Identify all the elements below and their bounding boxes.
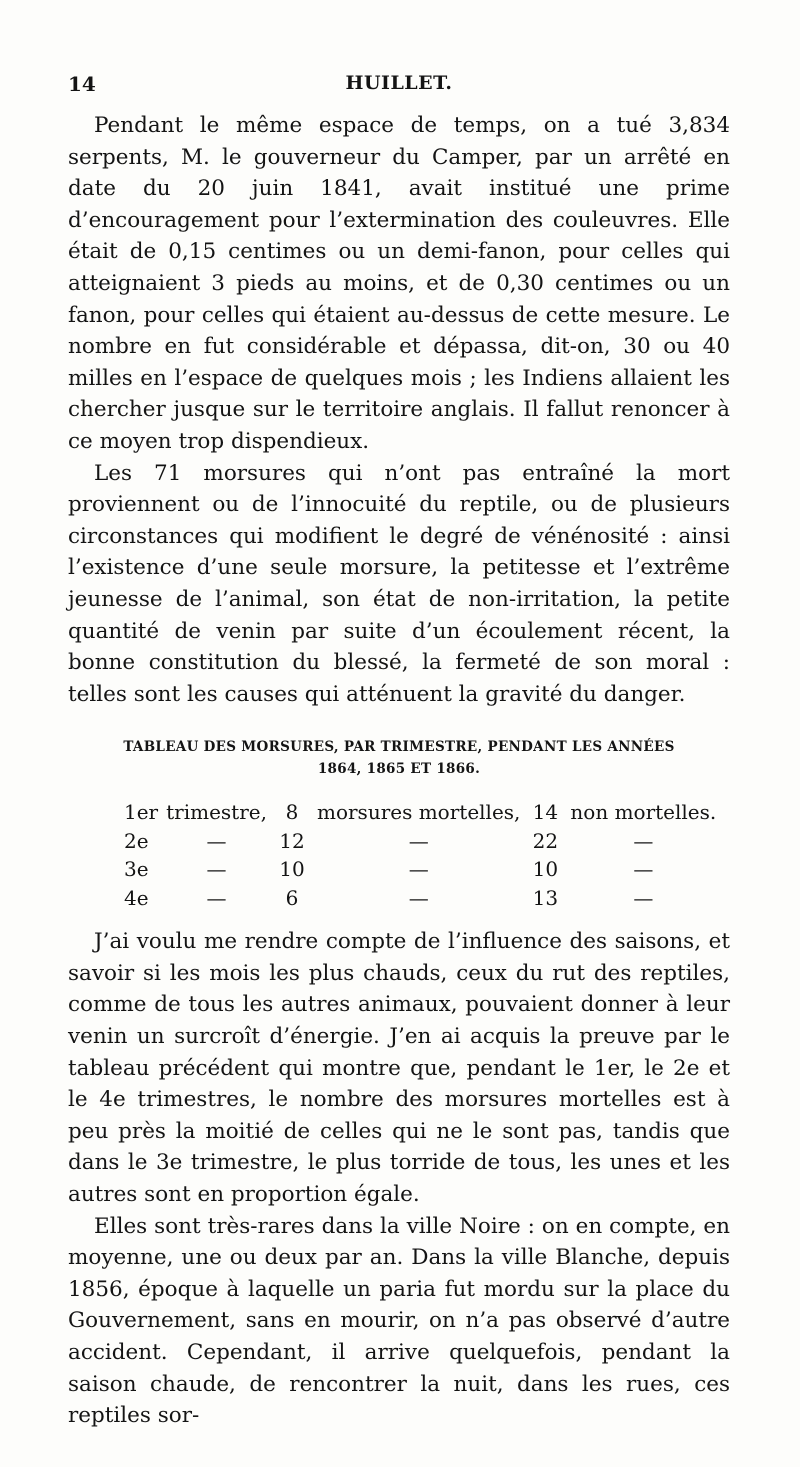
nonmortal-count: 14 — [532, 800, 559, 825]
mortal-dash: — — [408, 857, 429, 882]
nonmortal-label: — — [633, 828, 654, 853]
nonmortal-count: 22 — [532, 828, 559, 853]
quarter-label: trimestre, — [166, 800, 267, 825]
quarter-label: — — [206, 828, 227, 853]
nonmortal-count: 10 — [532, 857, 559, 882]
quarter-rank: 4e — [124, 885, 149, 910]
quarter-rank: 1er — [124, 800, 159, 825]
table-row — [120, 855, 720, 884]
mortal-dash: — — [408, 885, 429, 910]
table-caption-line-2: 1864, 1865 ET 1866. — [317, 761, 481, 778]
mortal-count: 10 — [279, 857, 305, 882]
nonmortal-label: — — [633, 857, 654, 882]
table-row — [120, 884, 720, 913]
running-head: HUILLET. — [345, 72, 453, 94]
page-header — [68, 72, 730, 98]
quarter-label: — — [206, 885, 227, 910]
bites-table — [120, 798, 720, 912]
nonmortal-label: — — [633, 885, 654, 910]
table-row — [120, 798, 720, 827]
mortal-label: morsures mortelles, — [316, 800, 521, 825]
table-caption — [68, 736, 730, 780]
mortal-count: 12 — [279, 828, 305, 853]
paragraph-serpents-prime: Pendant le même espace de temps, on a tué 3,834 serpents, M. le gouverneur du Camper, par un arrêté en date du 20 juin 1841, avait institué une prime d’encouragement pour l’extermination des couleuvres. Elle était de 0,15 centimes ou un demi-fanon, pour celles qui atteignaient 3 pieds au moins, et de 0,30 centimes ou un fanon, pour celles qui étaient au-dessus de cette mesure. Le nombre en fut considérable et dépassa, dit-on, 30 ou 40 milles en l’espace de quelques mois ; les Indiens allaient les chercher jusque sur le territoire anglais. Il fallut renoncer à ce moyen trop dispendieux. — [68, 113, 730, 454]
page-body — [68, 110, 730, 1432]
nonmortal-count: 13 — [532, 885, 559, 910]
nonmortal-label: non mortelles. — [570, 800, 717, 825]
table-caption-line-1: TABLEAU DES MORSURES, PAR TRIMESTRE, PENDANT LES ANNÉES — [123, 739, 675, 756]
paragraph-influence-saisons: J’ai voulu me rendre compte de l’influence des saisons, et savoir si les mois les plus chauds, ceux du rut des reptiles, comme de tous les autres animaux, pouvaient donner à leur venin un surcroît d’énergie. J’en ai acquis la preuve par le tableau précédent qui montre que, pendant le 1er, le 2e et le 4e trimestres, le nombre des morsures mortelles est à peu près la moitié de celles qui ne le sont pas, tandis que dans le 3e trimestre, le plus torride de tous, les unes et les autres sont en proportion égale. — [68, 929, 730, 1208]
mortal-count: 6 — [285, 885, 299, 910]
quarter-rank: 3e — [124, 857, 149, 882]
mortal-count: 8 — [285, 800, 299, 825]
quarter-rank: 2e — [124, 828, 149, 853]
paragraph-ville-noire: Elles sont très-rares dans la ville Noire : on en compte, en moyenne, une ou deux par an. Dans la ville Blanche, depuis 1856, époque à laquelle un paria fut mordu sur la place du Gouvernement, sans en mourir, on n’a pas observé d’autre accident. Cependant, il arrive quelquefois, pendant la saison chaude, de rencontrer la nuit, dans les rues, ces reptiles sor- — [68, 1213, 730, 1429]
quarter-label: — — [206, 857, 227, 882]
page-number: 14 — [68, 72, 96, 96]
paragraph-morsures-non-mortelles: Les 71 morsures qui n’ont pas entraîné la mort proviennent ou de l’innocuité du reptile, ou de plusieurs circonstances qui modifient le degré de vénénosité : ainsi l’existence d’une seule morsure, la petitesse et l’extrême jeunesse de l’animal, son état de non-irritation, la petite quantité de venin par suite d’un écoulement récent, la bonne constitution du blessé, la fermeté de son moral : telles sont les causes qui atténuent la gravité du danger. — [68, 460, 730, 707]
table-row — [120, 827, 720, 856]
mortal-dash: — — [408, 828, 429, 853]
